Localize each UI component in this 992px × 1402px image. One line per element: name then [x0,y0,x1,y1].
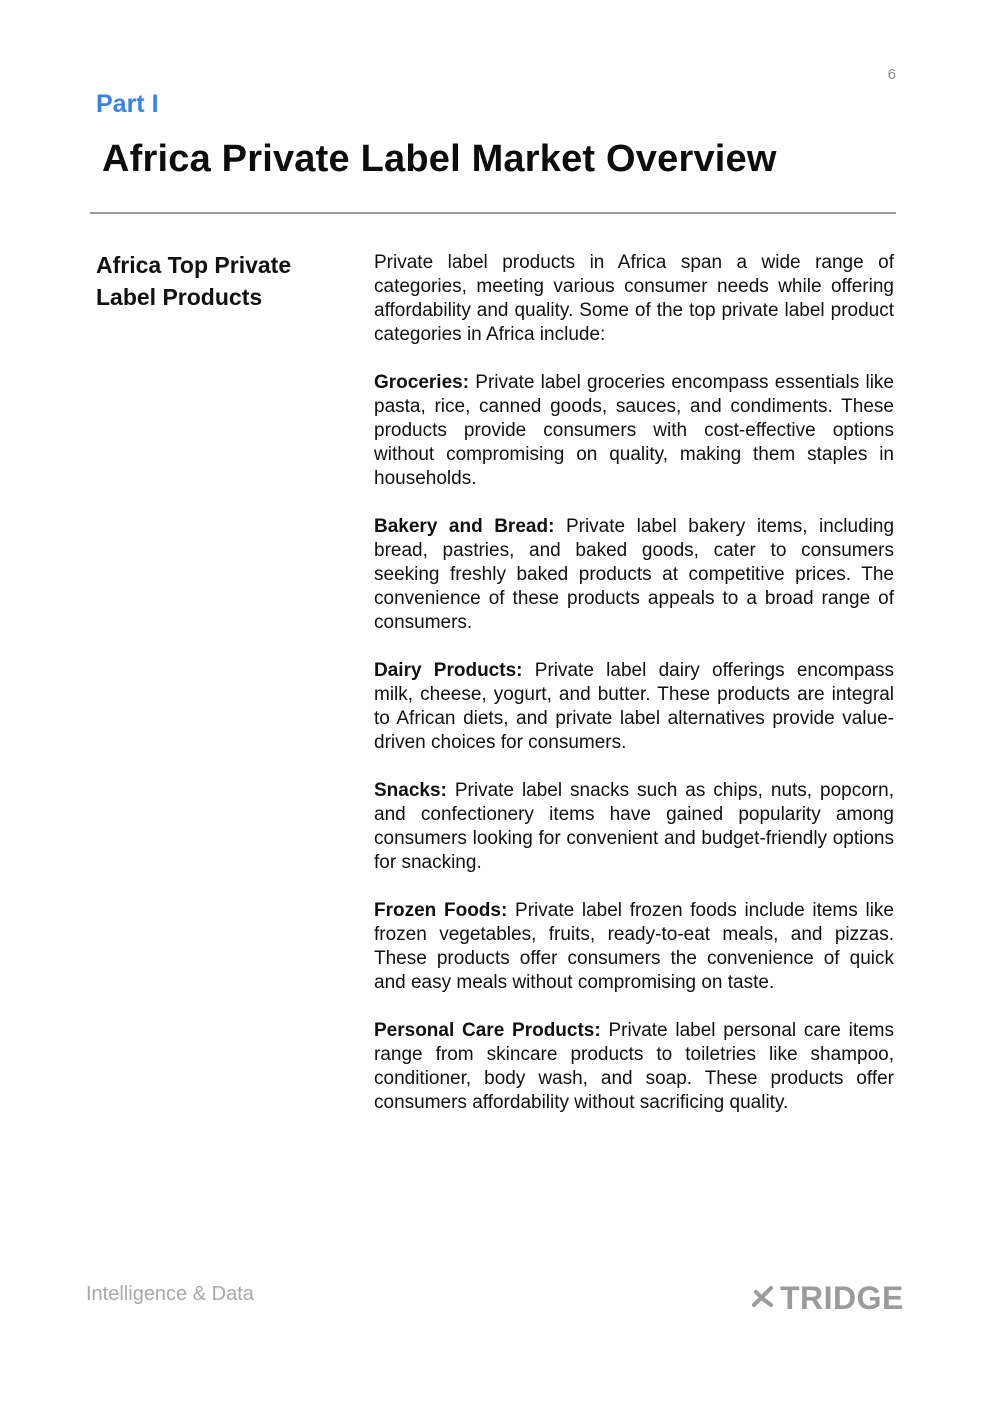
category-paragraph-snacks [374,779,894,875]
title-divider [90,212,896,214]
logo-wordmark: TRIDGE [780,1280,904,1316]
category-paragraph-dairy [374,659,894,755]
category-description: Private label bakery items, including bread, pastries, and baked goods, cater to consumers seeking freshly baked products at competitive prices. The convenience of these products appeals to a broad range of consumers. [374,516,895,633]
page-title: Africa Private Label Market Overview [102,138,777,180]
page-number: 6 [887,66,896,83]
category-description: Private label dairy offerings encompass milk, cheese, yogurt, and butter. These products are integral to African diets, and private label alternatives provide value-driven choices for consumers. [374,660,895,753]
category-description: Private label frozen foods include items like frozen vegetables, fruits, ready-to-eat meals, and pizzas. These products offer consumers the convenience of quick and easy meals without compromising on taste. [374,900,894,993]
category-description: Private label groceries encompass essentials like pasta, rice, canned goods, sauces, and condiments. These products provide consumers with cost-effective options without compromising on quality, making them staples in households. [374,372,894,489]
category-description: Private label personal care items range from skincare products to toiletries like shampoo, conditioner, body wash, and soap. These products offer consumers affordability without sacrificing quality. [374,1020,895,1113]
category-term: Dairy Products: [374,660,523,681]
footer-logo [750,1280,904,1317]
category-term: Snacks: [374,780,447,801]
category-paragraph-bakery [374,515,894,635]
category-term: Frozen Foods: [374,900,508,921]
category-term: Groceries: [374,372,470,393]
category-term: Bakery and Bread: [374,516,555,537]
section-heading: Africa Top Private Label Products [96,252,292,310]
category-description: Private label snacks such as chips, nuts, popcorn, and confectionery items have gained popularity among consumers looking for convenient and budget-friendly options for snacking. [374,780,894,873]
tridge-logo-icon [750,1283,780,1314]
intro-paragraph: Private label products in Africa span a wide range of categories, meeting various consumer needs while offering affordability and quality. Some of the top private label product categories in Africa include: [374,252,894,345]
content-body [374,251,894,1139]
category-paragraph-frozen-foods [374,899,894,995]
category-paragraph-groceries [374,371,894,491]
category-term: Personal Care Products: [374,1020,601,1041]
part-label: Part I [96,90,159,118]
category-paragraph-personal-care [374,1019,894,1115]
footer-tagline: Intelligence & Data [86,1283,254,1305]
